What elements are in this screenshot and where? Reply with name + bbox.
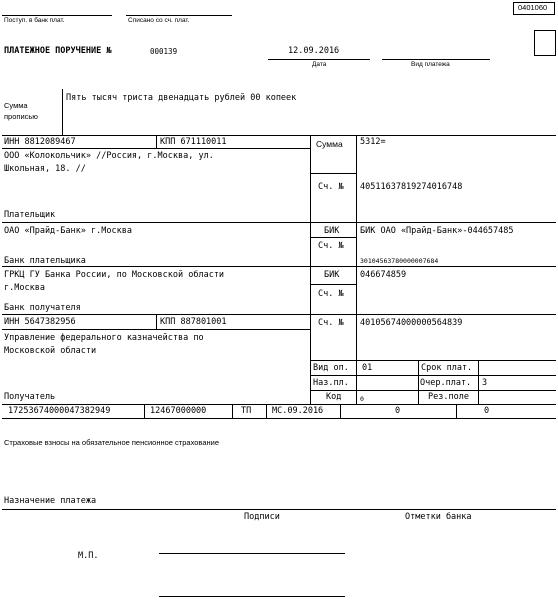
tax-period: МС.09.2016 (272, 406, 324, 416)
grid-line (418, 360, 419, 404)
recipient-account: 40105674000000564839 (360, 318, 463, 328)
debited-line (126, 15, 232, 16)
recipient-bank-label: Банк получателя (4, 303, 81, 313)
code-value: 0 (360, 395, 364, 403)
grid-line (2, 329, 310, 330)
sum-label: Сумма (316, 139, 343, 149)
payer-bank-name: ОАО «Прайд-Банк» г.Москва (4, 226, 132, 236)
grid-line (456, 404, 457, 418)
recipient-kpp: КПП 887801001 (160, 317, 227, 327)
grid-line (144, 404, 145, 418)
payment-type-line (382, 59, 490, 60)
payer-account-label: Сч. № (318, 182, 344, 192)
form-title: ПЛАТЕЖНОЕ ПОРУЧЕНИЕ № (4, 46, 112, 56)
payer-bank-corr-account: 30104563780000007684 (360, 257, 439, 265)
grid-line (310, 173, 356, 174)
payment-purpose-text: Страховые взносы на обязательное пенсионное страхование (4, 438, 219, 447)
payer-bank-bik-label: БИК (324, 226, 340, 236)
purpose-bottom-line (2, 509, 556, 510)
received-line (2, 15, 112, 16)
grid-line (356, 135, 357, 404)
payer-name-line-1: ООО «Колокольчик» //Россия, г.Москва, ул. (4, 151, 214, 161)
tax-basis: ТП (241, 406, 252, 416)
tax-kbk: 17253674000047382949 (8, 406, 111, 416)
grid-line (310, 284, 356, 285)
code-label: Код (326, 392, 342, 402)
grid-line (2, 135, 556, 136)
date-label: Дата (312, 61, 327, 68)
stamp-label: М.П. (78, 551, 99, 561)
recipient-bank-bik: 046674859 (360, 270, 407, 280)
recipient-bank-name-line-2: г.Москва (4, 283, 45, 293)
grid-line (310, 375, 556, 376)
received-label: Поступ. в банк плат. (4, 17, 65, 24)
sum-value: 5312= (360, 137, 386, 147)
grid-line (2, 314, 556, 315)
corner-box (534, 30, 556, 56)
recipient-name-line-1: Управление федерального казначейства по (4, 333, 204, 343)
tax-doc-number: 0 (395, 406, 401, 416)
signature-line-1 (159, 553, 345, 554)
payer-inn: ИНН 8812089467 (4, 137, 76, 147)
grid-line (2, 148, 310, 149)
grid-line (232, 404, 233, 418)
payer-name-line-2: Школьная, 18. // (4, 164, 86, 174)
op-type-value: 01 (362, 363, 373, 373)
signatures-label: Подписи (244, 512, 280, 522)
grid-line (310, 390, 556, 391)
payment-type-label: Вид платежа (411, 61, 450, 68)
grid-line (310, 135, 311, 404)
tax-doc-date: 0 (484, 406, 490, 416)
recipient-label: Получатель (4, 392, 56, 402)
term-label: Срок плат. (421, 363, 473, 373)
grid-line (310, 360, 556, 361)
payer-label: Плательщик (4, 210, 56, 220)
payer-bank-label: Банк плательщика (4, 256, 86, 266)
recipient-name-line-2: Московской области (4, 346, 97, 356)
grid-line (2, 404, 556, 405)
grid-line (478, 360, 479, 404)
order-label: Очер.плат. (420, 378, 472, 388)
grid-line (310, 237, 356, 238)
form-code: 0401060 (518, 3, 548, 12)
recipient-bank-account-label: Сч. № (318, 289, 344, 299)
recipient-bank-bik-label: БИК (324, 270, 340, 280)
payer-bank-account-label: Сч. № (318, 241, 344, 251)
recipient-bank-name-line-1: ГРКЦ ГУ Банка России, по Московской области (4, 270, 225, 280)
grid-line (2, 418, 556, 419)
tax-oktmo: 12467000000 (150, 406, 207, 416)
grid-line (266, 404, 267, 418)
date-line (268, 59, 370, 60)
amount-in-words: Пять тысяч триста двенадцать рублей 00 копеек (66, 93, 297, 103)
signature-line-2 (159, 596, 345, 597)
reserve-label: Рез.поле (428, 392, 469, 402)
bank-marks-label: Отметки банка (405, 512, 472, 522)
payer-bank-bik: БИК ОАО «Прайд-Банк»-044657485 (360, 226, 514, 236)
payer-account: 40511637819274016748 (360, 182, 463, 192)
grid-line (156, 314, 157, 329)
grid-line (156, 135, 157, 148)
amount-words-label-1: Сумма (4, 101, 28, 110)
purpose-code-label: Наз.пл. (313, 378, 349, 388)
amount-words-divider (62, 89, 63, 135)
amount-words-label-2: прописью (4, 112, 38, 121)
grid-line (2, 266, 556, 267)
op-type-label: Вид оп. (313, 363, 349, 373)
order-number: 000139 (150, 47, 178, 56)
grid-line (340, 404, 341, 418)
payment-purpose-label: Назначение платежа (4, 496, 97, 506)
payer-kpp: КПП 671110011 (160, 137, 227, 147)
doc-date: 12.09.2016 (288, 46, 340, 56)
recipient-inn: ИНН 5647382956 (4, 317, 76, 327)
debited-label: Списано со сч. плат. (128, 17, 190, 24)
order-value: 3 (482, 378, 488, 388)
grid-line (2, 222, 556, 223)
recipient-account-label: Сч. № (318, 318, 344, 328)
